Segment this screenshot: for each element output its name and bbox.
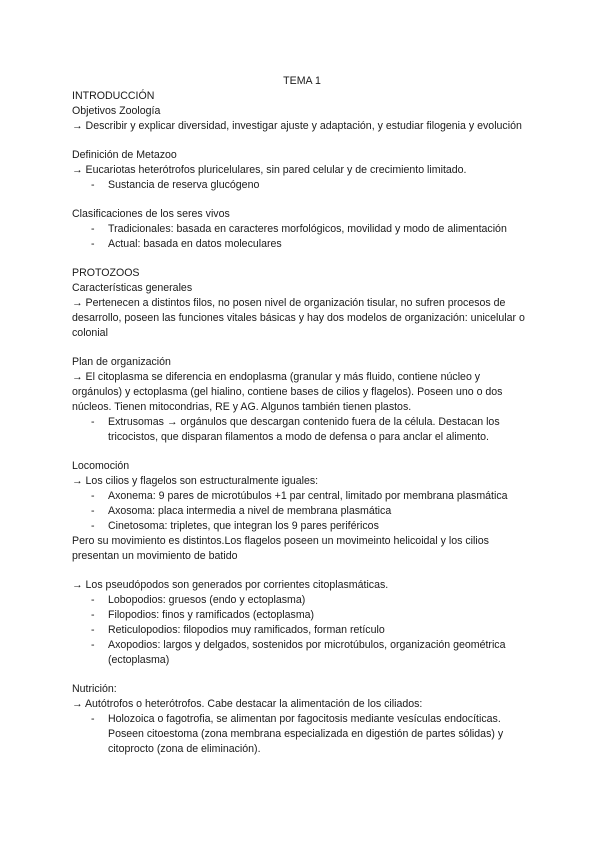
nutricion-text: → Autótrofos o heterótrofos. Cabe destacar la alimentación de los ciliados: — [72, 698, 423, 710]
metazoo-heading: Definición de Metazoo — [72, 149, 177, 161]
list-item: - Axonema: 9 pares de microtúbulos +1 par central, limitado por membrana plasmática — [72, 489, 532, 504]
list-item: - Axopodios: largos y delgados, sostenidos por microtúbulos, organización geométrica (ectoplasma) — [72, 638, 532, 668]
list-item: - Actual: basada en datos moleculares — [72, 237, 532, 252]
objetivos-heading: Objetivos Zoología — [72, 105, 161, 117]
locomocion-list — [72, 489, 532, 534]
document-body — [72, 74, 532, 757]
metazoo-list — [72, 178, 532, 193]
clasificaciones-list — [72, 222, 532, 252]
clasificaciones-heading: Clasificaciones de los seres vivos — [72, 208, 230, 220]
list-item: - Sustancia de reserva glucógeno — [72, 178, 532, 193]
pseudopodos-text: → Los pseudópodos son generados por corrientes citoplasmáticas. — [72, 579, 389, 591]
locomocion-heading: Locomoción — [72, 460, 130, 472]
list-item: - Holozoica o fagotrofia, se alimentan por fagocitosis mediante vesículas endocíticas. Poseen citoestoma (zona membrana especializada en digestión de partes sólidas) y citoprocto (zona de eliminación). — [72, 712, 532, 757]
nutricion-heading: Nutrición: — [72, 683, 117, 695]
list-item: - Cinetosoma: tripletes, que integran los 9 pares periféricos — [72, 519, 532, 534]
objetivos-text: → Describir y explicar diversidad, investigar ajuste y adaptación, y estudiar filogenia y evolución — [72, 120, 522, 132]
plan-heading: Plan de organización — [72, 356, 171, 368]
list-item: - Filopodios: finos y ramificados (ectoplasma) — [72, 608, 532, 623]
protozoos-heading: PROTOZOOS — [72, 267, 140, 279]
list-item: - Extrusomas → orgánulos que descargan contenido fuera de la célula. Destacan los tricocistos, que disparan filamentos a modo de defensa o para anclar el alimento. — [72, 415, 532, 445]
list-item: - Axosoma: placa intermedia a nivel de membrana plasmática — [72, 504, 532, 519]
list-item: - Reticulopodios: filopodios muy ramificados, forman retículo — [72, 623, 532, 638]
plan-text: → El citoplasma se diferencia en endoplasma (granular y más fluido, contiene núcleo y orgánulos) y ectoplasma (gel hialino, contiene bases de cilios y flagelos). Poseen uno o dos núcleos. Tienen mitocondrias, RE y AG. Algunos también tienen plastos. — [72, 371, 503, 413]
list-item: - Lobopodios: gruesos (endo y ectoplasma) — [72, 593, 532, 608]
list-item: - Tradicionales: basada en caracteres morfológicos, movilidad y modo de alimentación — [72, 222, 532, 237]
page-title: TEMA 1 — [283, 75, 321, 87]
caracteristicas-heading: Características generales — [72, 282, 193, 294]
pseudopodos-list — [72, 593, 532, 668]
nutricion-list — [72, 712, 532, 757]
locomocion-after-text: Pero su movimiento es distintos.Los flagelos poseen un movimeinto helicoidal y los cilios presentan un movimiento de batido — [72, 535, 489, 562]
intro-heading: INTRODUCCIÓN — [72, 90, 155, 102]
locomocion-text: → Los cilios y flagelos son estructuralmente iguales: — [72, 475, 319, 487]
caracteristicas-text: → Pertenecen a distintos filos, no posen nivel de organización tisular, no sufren procesos de desarrollo, poseen las funciones vitales básicas y hay dos modelos de organización: unicelular o colonial — [72, 297, 525, 339]
metazoo-text: → Eucariotas heterótrofos pluricelulares, sin pared celular y de crecimiento limitado. — [72, 164, 467, 176]
plan-list — [72, 415, 532, 445]
